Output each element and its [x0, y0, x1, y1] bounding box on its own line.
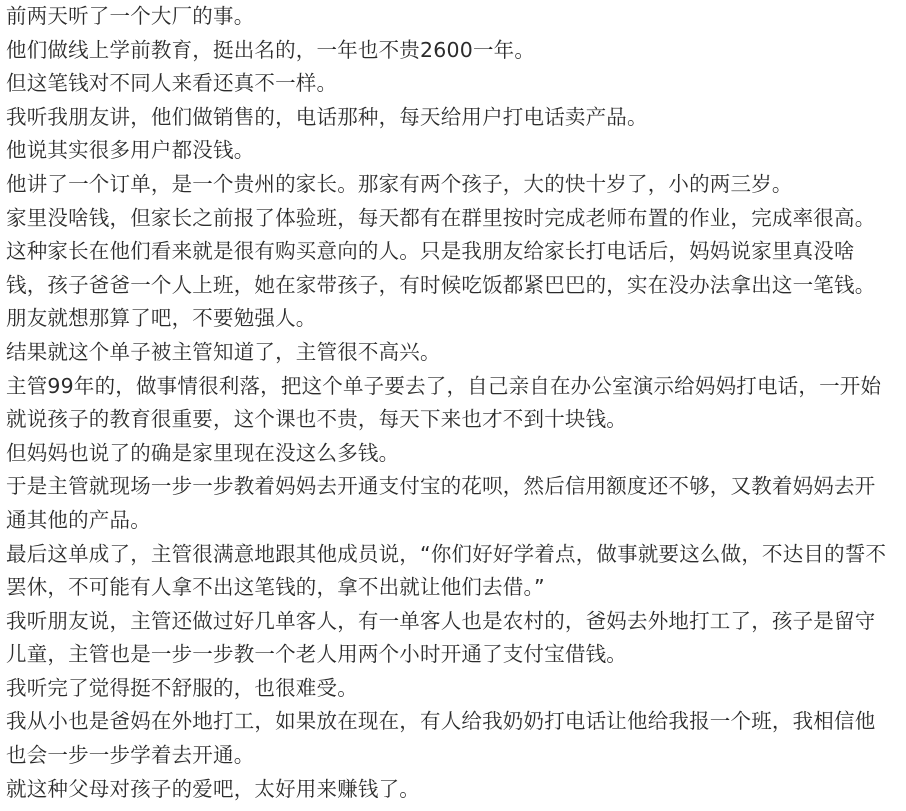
paragraph: 他们做线上学前教育，挺出名的，一年也不贵2600一年。 [6, 37, 536, 62]
paragraph: 我听我朋友讲，他们做销售的，电话那种，每天给用户打电话卖产品。 [6, 104, 648, 129]
paragraph: 就这种父母对孩子的爱吧，太好用来赚钱了。 [6, 776, 420, 801]
paragraph: 最后这单成了，主管很满意地跟其他成员说，“你们好好学着点，做事就要这么做，不达目的誓不罢休，不可能有人拿不出这笔钱的，拿不出就让他们去借。” [6, 541, 887, 600]
paragraph: 我从小也是爸妈在外地打工，如果放在现在，有人给我奶奶打电话让他给我报一个班，我相信他也会一步一步学着去开通。 [6, 709, 876, 768]
paragraph: 结果就这个单子被主管知道了，主管很不高兴。 [6, 339, 441, 364]
paragraph: 主管99年的，做事情很利落，把这个单子要去了，自己亲自在办公室演示给妈妈打电话，一开始就说孩子的教育很重要，这个课也不贵，每天下来也才不到十块钱。 [6, 373, 882, 432]
paragraph: 但妈妈也说了的确是家里现在没这么多钱。 [6, 440, 400, 465]
paragraph: 他说其实很多用户都没钱。 [6, 138, 255, 163]
paragraph: 我听朋友说，主管还做过好几单客人，有一单客人也是农村的，爸妈去外地打工了，孩子是留守儿童，主管也是一步一步教一个老人用两个小时开通了支付宝借钱。 [6, 608, 876, 667]
paragraph: 朋友就想那算了吧，不要勉强人。 [6, 306, 317, 331]
paragraph: 于是主管就现场一步一步教着妈妈去开通支付宝的花呗，然后信用额度还不够，又教着妈妈去开通其他的产品。 [6, 474, 876, 532]
paragraph: 家里没啥钱，但家长之前报了体验班，每天都有在群里按时完成老师布置的作业，完成率很高。 [6, 205, 876, 230]
paragraph: 但这笔钱对不同人来看还真不一样。 [6, 71, 338, 96]
paragraph: 他讲了一个订单，是一个贵州的家长。那家有两个孩子，大的快十岁了，小的两三岁。 [6, 171, 793, 196]
paragraph: 我听完了觉得挺不舒服的，也很难受。 [6, 675, 358, 700]
paragraph: 前两天听了一个大厂的事。 [6, 4, 255, 28]
paragraph: 这种家长在他们看来就是很有购买意向的人。只是我朋友给家长打电话后，妈妈说家里真没啥钱，孩子爸爸一个人上班，她在家带孩子，有时候吃饭都紧巴巴的，实在没办法拿出这一笔钱。 [6, 239, 876, 297]
